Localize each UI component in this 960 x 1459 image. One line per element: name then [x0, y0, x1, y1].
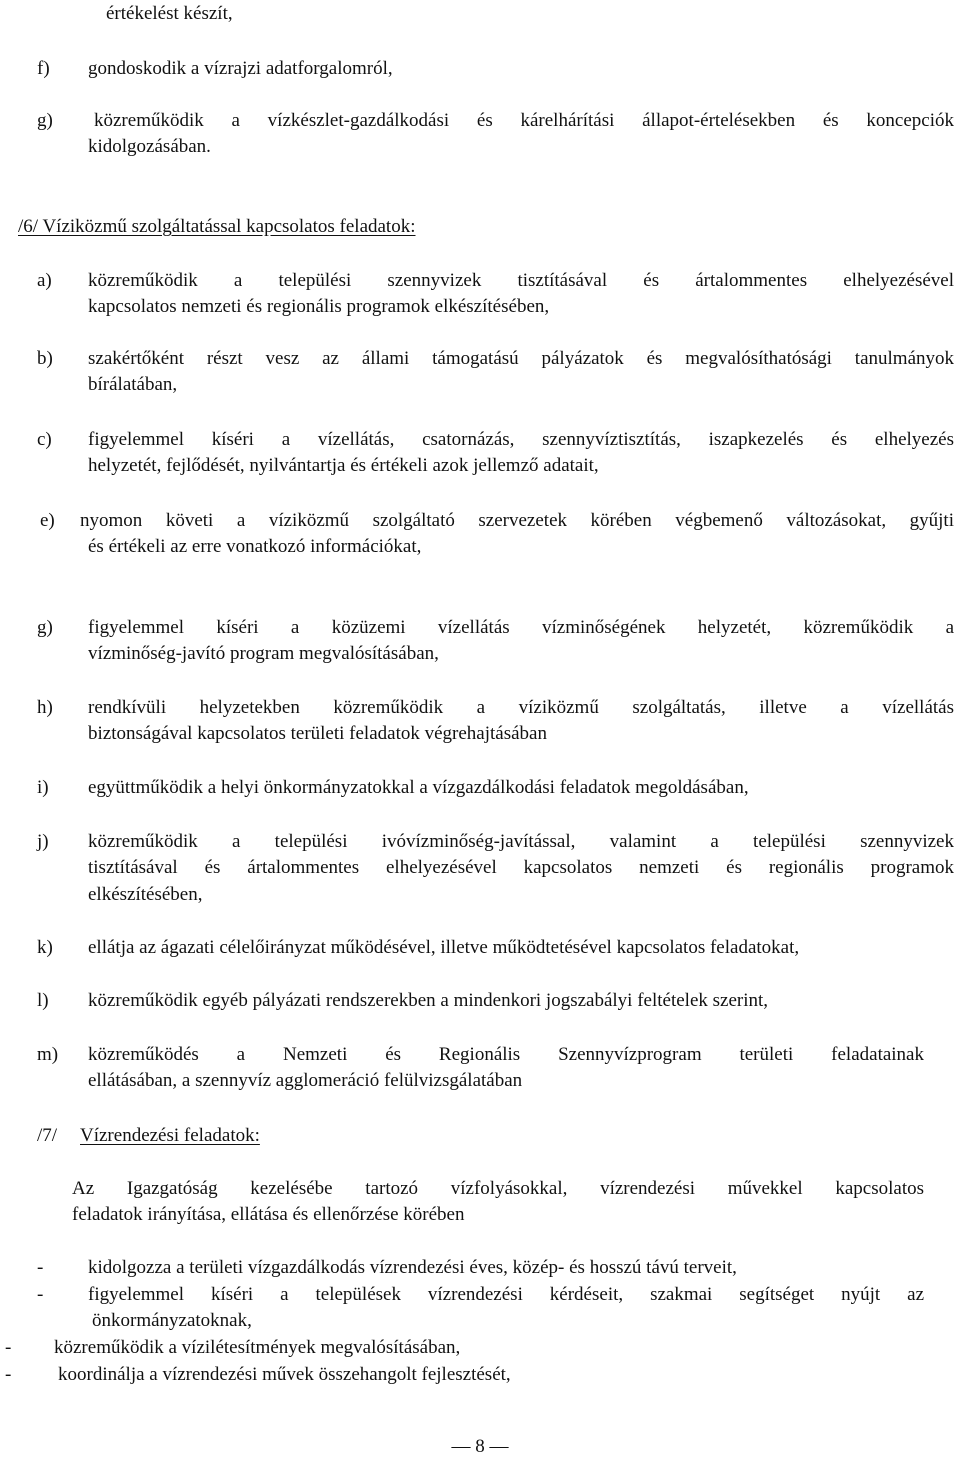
- section-6-heading: /6/ Víziközmű szolgáltatással kapcsolatos feladatok:: [18, 216, 416, 237]
- bullet-text: koordinálja a vízrendezési művek összehangolt fejlesztését,: [58, 1364, 511, 1385]
- item-text: közreműködik a vízkészlet-gazdálkodási és kárelhárítási állapot-értelésekben és koncepciók: [94, 110, 954, 131]
- footer-dash: —: [451, 1436, 476, 1457]
- bullet-text: kidolgozza a területi vízgazdálkodás vízrendezési éves, közép- és hosszú távú terveit,: [88, 1257, 737, 1278]
- item-label: g): [37, 617, 53, 638]
- bullet-dash: -: [5, 1364, 12, 1385]
- page-number: 8: [475, 1436, 485, 1457]
- bullet-text: közreműködik a vízilétesítmények megvalósításában,: [54, 1337, 461, 1358]
- section-heading: [18, 214, 416, 239]
- intro-text: feladatok irányítása, ellátása és ellenőrzése körében: [72, 1204, 465, 1225]
- intro-text: Az Igazgatóság kezelésébe tartozó vízfolyásokkal, vízrendezési művekkel kapcsolatos: [72, 1178, 924, 1199]
- item-text: tisztításával és ártalommentes elhelyezésével kapcsolatos nemzeti és regionális programok: [88, 857, 954, 878]
- item-label: c): [37, 429, 52, 450]
- item-text: vízminőség-javító program megvalósításában,: [88, 643, 439, 664]
- footer-dash: —: [484, 1436, 509, 1457]
- item-text: nyomon követi a víziközmű szolgáltató szervezetek körében végbemenő változásokat, gyűjti: [80, 510, 954, 531]
- item-text: figyelemmel kíséri a vízellátás, csatornázás, szennyvíztisztítás, iszapkezelés és elhelyezés: [88, 429, 954, 450]
- item-label: j): [37, 831, 49, 852]
- item-label: a): [37, 270, 52, 291]
- item-label: m): [37, 1044, 59, 1065]
- section-number: /7/: [37, 1125, 58, 1146]
- item-label: h): [37, 697, 53, 718]
- item-text: együttműködik a helyi önkormányzatokkal a vízgazdálkodási feladatok megoldásában,: [88, 777, 749, 798]
- item-label: b): [37, 348, 53, 369]
- section-heading: [80, 1123, 260, 1148]
- bullet-dash: -: [37, 1257, 44, 1278]
- item-label: k): [37, 937, 53, 958]
- item-text: gondoskodik a vízrajzi adatforgalomról,: [88, 58, 393, 79]
- item-text: ellátásában, a szennyvíz agglomeráció felülvizsgálatában: [88, 1070, 523, 1091]
- page-footer: [0, 1434, 960, 1459]
- item-label: i): [37, 777, 49, 798]
- bullet-dash: -: [5, 1337, 12, 1358]
- item-text: helyzetét, fejlődését, nyilvántartja és értékeli azok jellemző adatait,: [88, 455, 599, 476]
- item-label: g): [37, 110, 53, 131]
- item-text: közreműködik a települési szennyvizek tisztításával és ártalommentes elhelyezésével: [88, 270, 954, 291]
- item-text: és értékeli az erre vonatkozó információkat,: [88, 536, 422, 557]
- section-7-title: Vízrendezési feladatok:: [80, 1125, 260, 1146]
- item-text: közreműködik egyéb pályázati rendszerekben a mindenkori jogszabályi feltételek szerint,: [88, 990, 769, 1011]
- item-text: figyelemmel kíséri a közüzemi vízellátás vízminőségének helyzetét, közreműködik a: [88, 617, 954, 638]
- item-text: bírálatában,: [88, 374, 178, 395]
- item-text: rendkívüli helyzetekben közreműködik a víziközmű szolgáltatás, illetve a vízellátás: [88, 697, 954, 718]
- item-text: ellátja az ágazati célelőirányzat működésével, illetve működtetésével kapcsolatos feladatokat,: [88, 937, 800, 958]
- item-text: kidolgozásában.: [88, 136, 211, 157]
- item-text: szakértőként részt vesz az állami támogatású pályázatok és megvalósíthatósági tanulmányok: [88, 348, 954, 369]
- bullet-text: önkormányzatoknak,: [92, 1310, 252, 1331]
- item-text: elkészítésében,: [88, 884, 203, 905]
- bullet-text: figyelemmel kíséri a települések vízrendezési kérdéseit, szakmai segítséget nyújt az: [88, 1284, 924, 1305]
- continuation-line: értékelést készít,: [106, 3, 233, 24]
- item-text: biztonságával kapcsolatos területi feladatok végrehajtásában: [88, 723, 547, 744]
- item-label: f): [37, 58, 50, 79]
- item-text: közreműködés a Nemzeti és Regionális Szennyvízprogram területi feladatainak: [88, 1044, 924, 1065]
- bullet-dash: -: [37, 1284, 44, 1305]
- item-text: kapcsolatos nemzeti és regionális programok elkészítésében,: [88, 296, 550, 317]
- item-label: e): [40, 510, 55, 531]
- item-label: l): [37, 990, 49, 1011]
- item-text: közreműködik a települési ivóvízminőség-javítással, valamint a települési szennyvizek: [88, 831, 954, 852]
